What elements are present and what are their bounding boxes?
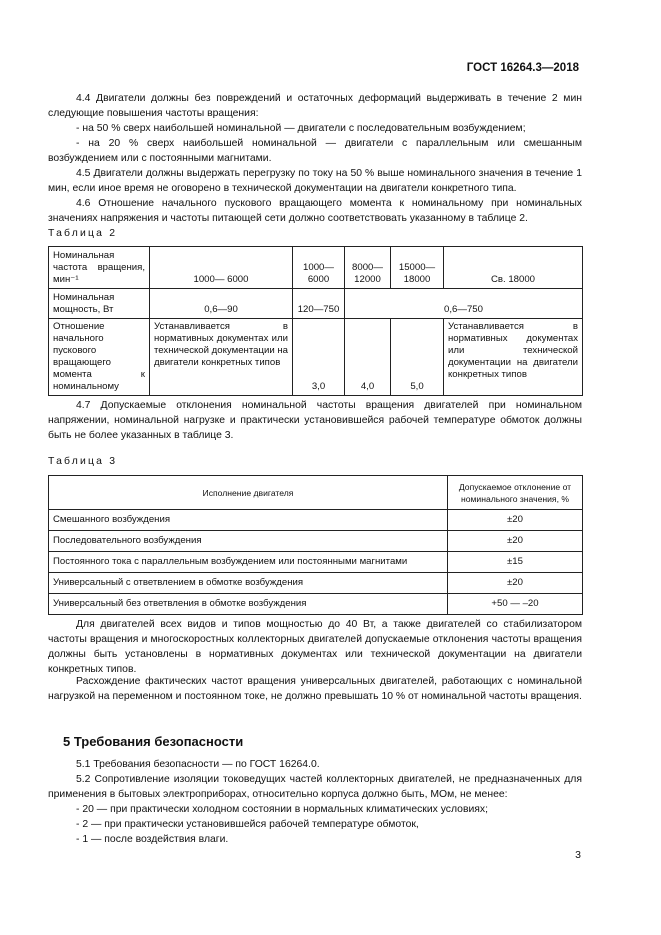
table-2-caption: Таблица 2 xyxy=(48,228,118,239)
document-id: ГОСТ 16264.3—2018 xyxy=(466,62,579,74)
list-item: - 2 — при практически установившейся рабочей температуре обмоток, xyxy=(76,819,419,830)
table-cell: Универсальный без ответвления в обмотке возбуждения xyxy=(49,594,448,615)
paragraph-4-7: 4.7 Допускаемые отклонения номинальной частоты вращения двигателей при номинальном напряжении, номинальной нагрузке и практически установившейся рабочей температуре обмоток должны быть не более указанных в таблице 3. xyxy=(48,400,582,441)
row-label: Номинальная частота вращения, мин⁻¹ xyxy=(49,247,150,289)
list-item: - на 20 % сверх наибольшей номинальной — двигатели с параллельным или смешанным возбуждением или с постоянными магнитами. xyxy=(48,138,582,164)
table-cell: 0,6—90 xyxy=(150,289,293,319)
table-row xyxy=(49,594,583,615)
table-cell: ±15 xyxy=(448,552,583,573)
column-header: Исполнение двигателя xyxy=(49,476,448,510)
table-cell: 15000— 18000 xyxy=(391,247,444,289)
table-row xyxy=(49,573,583,594)
row-label: Номинальная мощность, Вт xyxy=(49,289,150,319)
table-cell: ±20 xyxy=(448,573,583,594)
table-cell: ±20 xyxy=(448,510,583,531)
table-cell: 4,0 xyxy=(345,319,391,396)
section-5-heading: 5 Требования безопасности xyxy=(63,734,244,749)
table-cell: +50 — –20 xyxy=(448,594,583,615)
paragraph-4-4: 4.4 Двигатели должны без повреждений и остаточных деформаций выдерживать в течение 2 мин следующие повышения частоты вращения: xyxy=(48,93,582,119)
paragraph-note-1: Для двигателей всех видов и типов мощностью до 40 Вт, а также двигателей со стабилизатором частоты вращения и многоскоростных коллекторных двигателей допускаемые отклонения частоты вращения должны быть установлены в нормативных документах или технической документации на двигатели конкретных типов. xyxy=(48,619,582,675)
paragraph-4-5: 4.5 Двигатели должны выдержать перегрузку по току на 50 % выше номинального значения в течение 1 мин, если иное время не оговорено в технической документации на двигатели конкретного типа. xyxy=(48,168,582,194)
table-cell: Постоянного тока с параллельным возбуждением или постоянными магнитами xyxy=(49,552,448,573)
table-row xyxy=(49,319,583,396)
table-cell: 8000— 12000 xyxy=(345,247,391,289)
table-cell: 1000— 6000 xyxy=(150,247,293,289)
list-item: - на 50 % сверх наибольшей номинальной — двигатели с последовательным возбуждением; xyxy=(76,123,526,134)
table-cell: ±20 xyxy=(448,531,583,552)
paragraph-5-2: 5.2 Сопротивление изоляции токоведущих частей коллекторных двигателей, не предназначенных для применения в бытовых электроприборах, относительно корпуса должно быть, МОм, не менее: xyxy=(48,774,582,800)
column-header: Допускаемое отклонение от номинального значения, % xyxy=(448,476,583,510)
row-label: Отношение начального пускового вращающего момента к номинальному xyxy=(49,319,150,396)
table-cell: Смешанного возбуждения xyxy=(49,510,448,531)
list-item: - 1 — после воздействия влаги. xyxy=(76,834,229,845)
table-cell: Устанавливается в нормативных документах или технической документации на двигатели конкретных типов xyxy=(444,319,583,396)
paragraph-5-1: 5.1 Требования безопасности — по ГОСТ 16264.0. xyxy=(76,759,320,770)
table-row xyxy=(49,289,583,319)
table-row xyxy=(49,247,583,289)
page-number: 3 xyxy=(575,849,581,861)
table-cell: Универсальный с ответвлением в обмотке возбуждения xyxy=(49,573,448,594)
table-cell: Св. 18000 xyxy=(444,247,583,289)
table-cell: 3,0 xyxy=(293,319,345,396)
table-row xyxy=(49,510,583,531)
paragraph-note-2: Расхождение фактических частот вращения универсальных двигателей, работающих с номинальной нагрузкой на переменном и постоянном токе, не должно превышать 10 % от номинальной частоты вращения. xyxy=(48,676,582,702)
table-row xyxy=(49,552,583,573)
table-cell: 120—750 xyxy=(293,289,345,319)
table-cell: 1000— 6000 xyxy=(293,247,345,289)
table-3 xyxy=(48,475,583,615)
table-3-caption: Таблица 3 xyxy=(48,456,118,467)
table-cell: Устанавливается в нормативных документах или технической документации на двигатели конкретных типов xyxy=(150,319,293,396)
table-cell: 0,6—750 xyxy=(345,289,583,319)
table-cell: Последовательного возбуждения xyxy=(49,531,448,552)
table-2 xyxy=(48,246,583,396)
table-cell: 5,0 xyxy=(391,319,444,396)
table-row xyxy=(49,531,583,552)
table-header-row xyxy=(49,476,583,510)
paragraph-4-6: 4.6 Отношение начального пускового вращающего момента к номинальному при номинальных значениях напряжения и частоты питающей сети должно соответствовать указанному в таблице 2. xyxy=(48,198,582,224)
list-item: - 20 — при практически холодном состоянии в нормальных климатических условиях; xyxy=(76,804,488,815)
